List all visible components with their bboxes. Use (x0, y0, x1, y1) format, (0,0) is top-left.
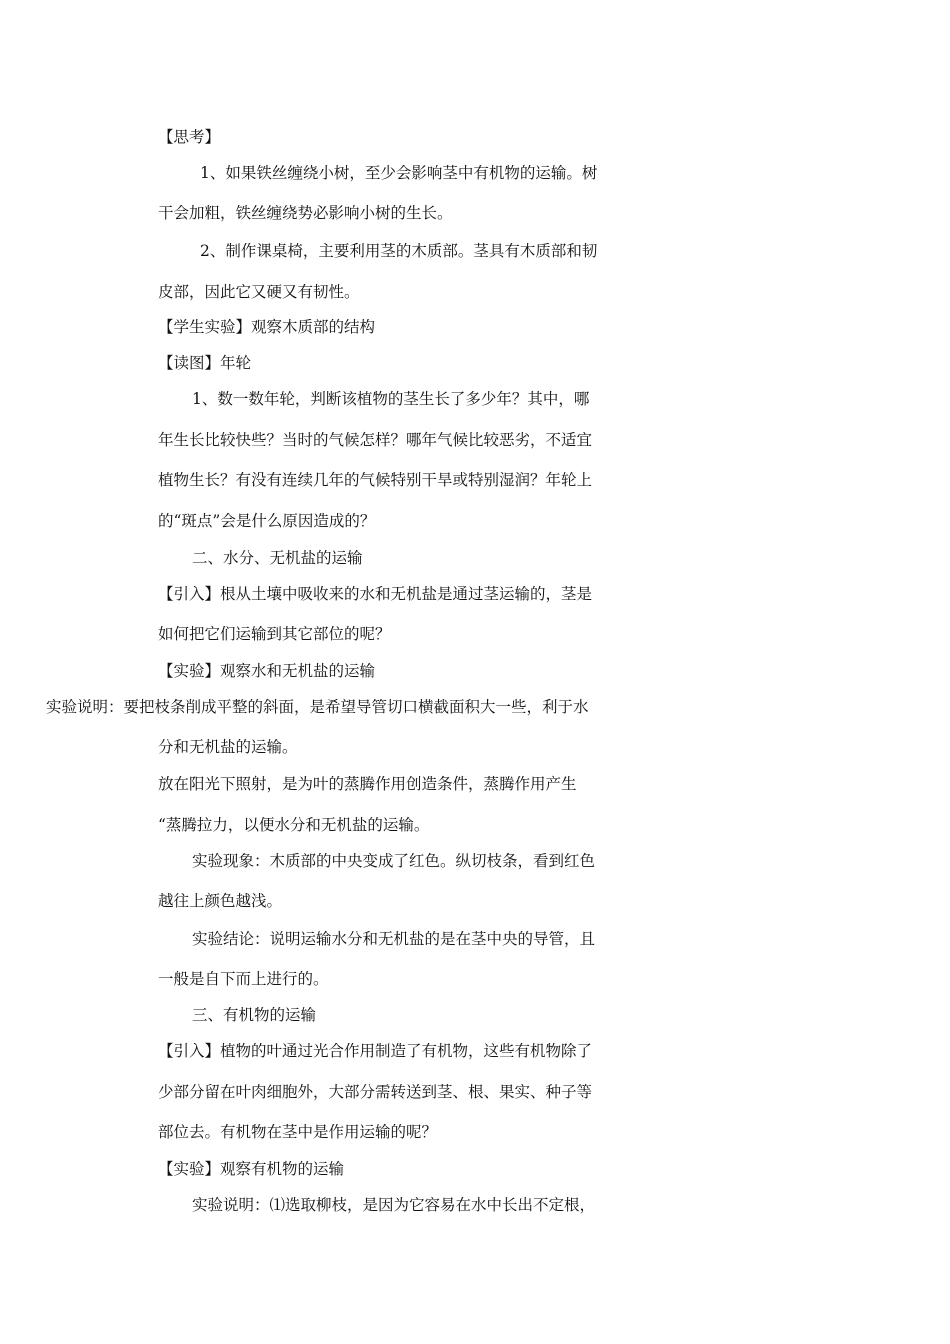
paragraph-line: 实验说明：⑴选取柳枝，是因为它容易在水中长出不定根， (192, 1196, 596, 1214)
paragraph-line: 部位去。有机物在茎中是作用运输的呢？ (158, 1123, 438, 1141)
heading-experiment: 【实验】观察有机物的运输 (158, 1160, 345, 1178)
heading-experiment: 【实验】观察水和无机盐的运输 (158, 662, 376, 680)
paragraph-line: 年生长比较快些？当时的气候怎样？哪年气候比较恶劣，不适宜 (158, 431, 593, 449)
paragraph-line: 1、如果铁丝缠绕小树，至少会影响茎中有机物的运输。树 (200, 164, 598, 182)
section-heading: 三、有机物的运输 (192, 1006, 317, 1024)
paragraph-line: 分和无机盐的运输。 (158, 738, 298, 756)
paragraph-line: 的“斑点”会是什么原因造成的？ (158, 512, 376, 530)
paragraph-line: 越往上颜色越浅。 (158, 892, 283, 910)
paragraph-line: 实验现象：木质部的中央变成了红色。纵切枝条，看到红色 (192, 852, 596, 870)
paragraph-line: 【引入】根从土壤中吸收来的水和无机盐是通过茎运输的，茎是 (158, 585, 593, 603)
paragraph-line: 植物生长？有没有连续几年的气候特别干旱或特别湿润？年轮上 (158, 471, 593, 489)
paragraph-line: 一般是自下而上进行的。 (158, 970, 329, 988)
paragraph-line: 实验说明：要把枝条削成平整的斜面，是希望导管切口横截面积大一些，利于水 (46, 698, 589, 716)
paragraph-line: 2、制作课桌椅，主要利用茎的木质部。茎具有木质部和韧 (200, 242, 598, 260)
paragraph-line: 少部分留在叶肉细胞外，大部分需转送到茎、根、果实、种子等 (158, 1083, 593, 1101)
paragraph-line: “蒸腾拉力，以便水分和无机盐的运输。 (158, 816, 430, 834)
paragraph-line: 【引入】植物的叶通过光合作用制造了有机物，这些有机物除了 (158, 1042, 593, 1060)
heading-thinking: 【思考】 (158, 128, 221, 146)
heading-read-figure: 【读图】年轮 (158, 354, 252, 372)
heading-student-experiment: 【学生实验】观察木质部的结构 (158, 318, 376, 336)
paragraph-line: 干会加粗，铁丝缠绕势必影响小树的生长。 (158, 204, 453, 222)
paragraph-line: 如何把它们运输到其它部位的呢？ (158, 625, 391, 643)
paragraph-line: 皮部，因此它又硬又有韧性。 (158, 283, 360, 301)
paragraph-line: 放在阳光下照射，是为叶的蒸腾作用创造条件，蒸腾作用产生 (158, 775, 577, 793)
section-heading: 二、水分、无机盐的运输 (192, 549, 363, 567)
paragraph-line: 实验结论：说明运输水分和无机盐的是在茎中央的导管，且 (192, 930, 596, 948)
paragraph-line: 1、数一数年轮，判断该植物的茎生长了多少年？其中，哪 (192, 390, 590, 408)
